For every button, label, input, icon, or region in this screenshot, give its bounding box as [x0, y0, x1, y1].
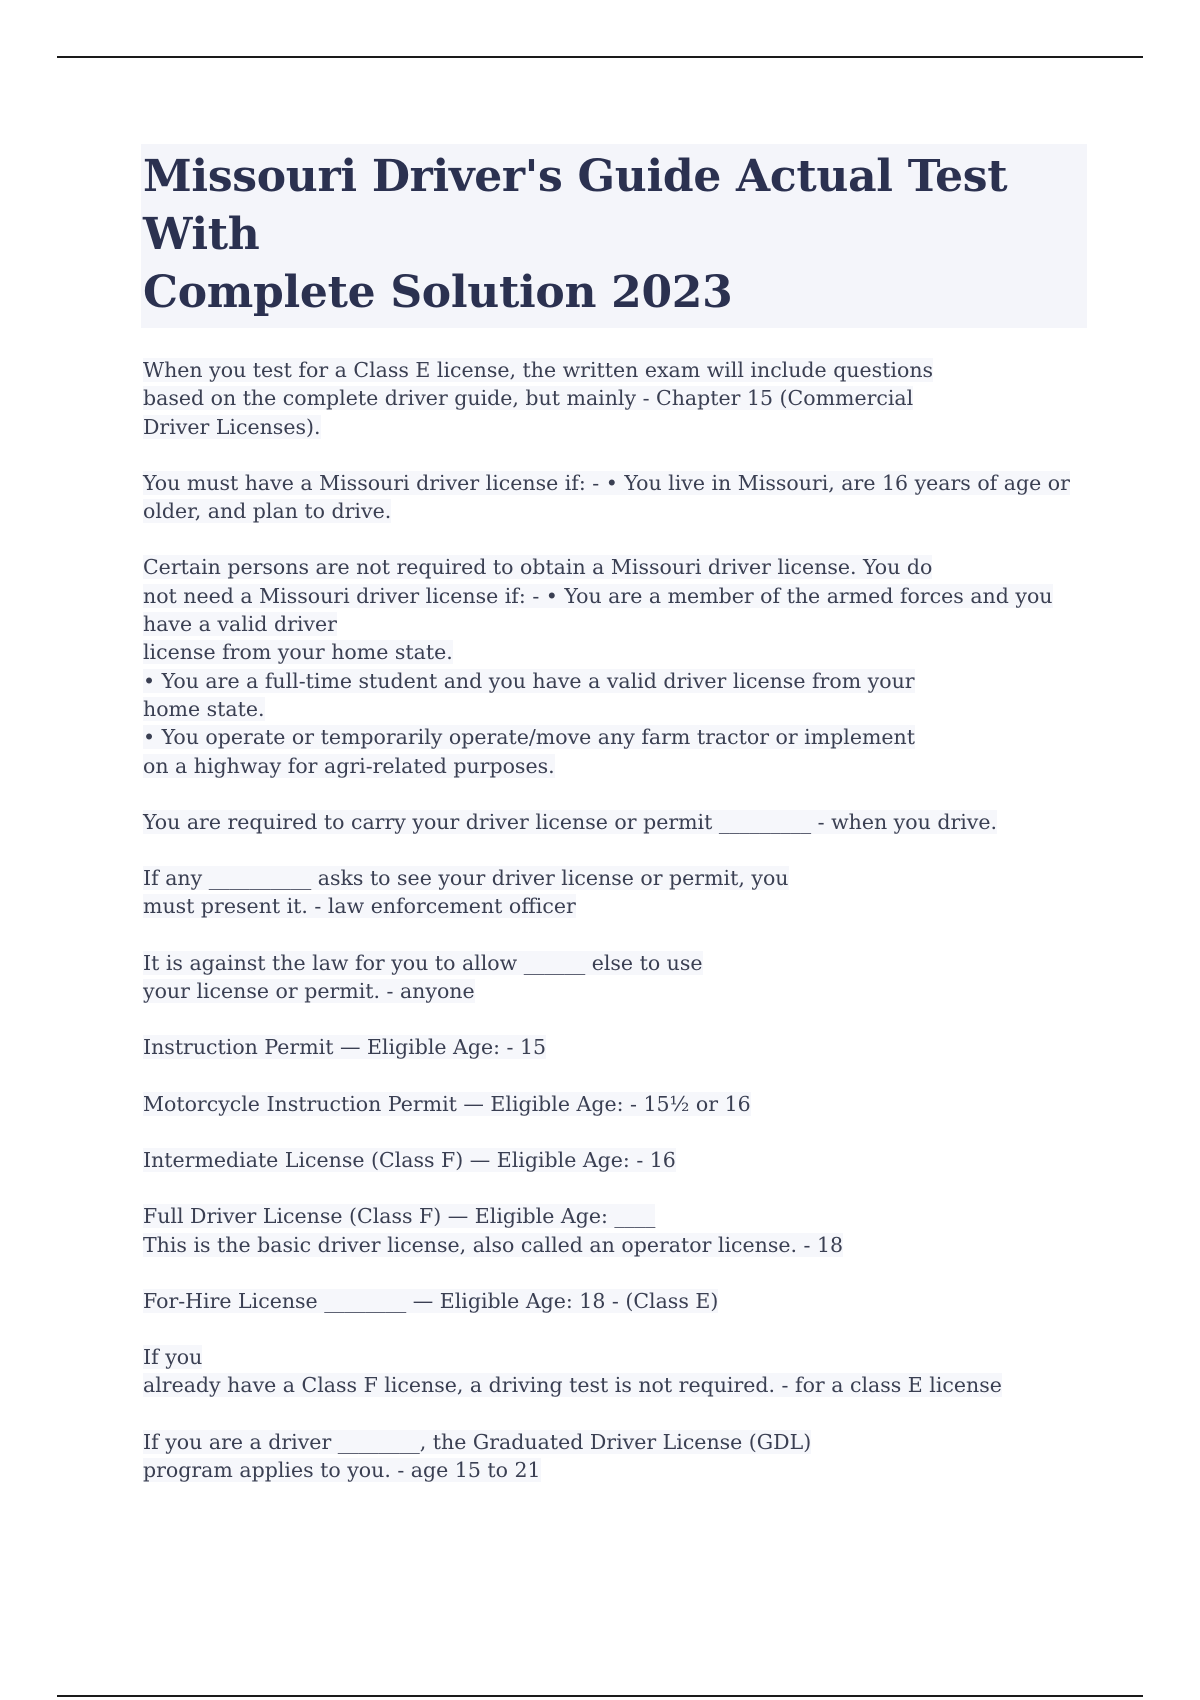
qa-line-text: based on the complete driver guide, but mainly - Chapter 15 (Commercial	[143, 386, 914, 411]
qa-item	[143, 553, 1093, 779]
qa-line-text: • You operate or temporarily operate/move any farm tractor or implement	[143, 725, 915, 750]
qa-line	[143, 1456, 1093, 1484]
qa-line	[143, 892, 1093, 920]
qa-line-text: not need a Missouri driver license if: - • You are a member of the armed forces and you	[143, 583, 1053, 608]
qa-line-text: have a valid driver	[143, 612, 337, 637]
qa-line-text: When you test for a Class E license, the written exam will include questions	[143, 358, 934, 382]
qa-line	[143, 413, 1093, 441]
qa-line	[143, 1231, 1093, 1259]
qa-line-text: your license or permit. - anyone	[143, 979, 475, 1004]
qa-list	[143, 356, 1093, 1484]
qa-item	[143, 949, 1093, 1006]
qa-item	[143, 808, 1093, 836]
qa-line	[143, 638, 1093, 666]
qa-line	[143, 1146, 1093, 1174]
qa-line-text: license from your home state.	[143, 640, 453, 665]
qa-line	[143, 1090, 1093, 1118]
document-title	[143, 148, 1081, 322]
qa-line	[143, 356, 1093, 384]
qa-item	[143, 469, 1093, 526]
qa-item	[143, 1090, 1093, 1118]
qa-item	[143, 356, 1093, 441]
qa-line-text: must present it. - law enforcement officer	[143, 894, 576, 919]
title-block	[141, 144, 1087, 328]
qa-line	[143, 582, 1093, 610]
qa-line	[143, 553, 1093, 581]
title-line: Complete Solution 2023	[143, 267, 733, 318]
qa-line	[143, 1343, 1093, 1371]
qa-line-text: • You are a full-time student and you have a valid driver license from your	[143, 668, 915, 693]
qa-line-text: Full Driver License (Class F) — Eligible Age: ____	[143, 1204, 656, 1229]
qa-line-text: Instruction Permit — Eligible Age: - 15	[143, 1035, 547, 1060]
qa-line-text: older, and plan to drive.	[143, 499, 392, 524]
qa-item	[143, 1343, 1093, 1400]
qa-line-text: Driver Licenses).	[143, 414, 321, 439]
qa-line-text: It is against the law for you to allow ______ else to use	[143, 950, 703, 975]
qa-line	[143, 667, 1093, 695]
qa-line	[143, 723, 1093, 751]
qa-line-text: Intermediate License (Class F) — Eligible Age: - 16	[143, 1147, 676, 1172]
qa-line	[143, 469, 1093, 497]
qa-line	[143, 1033, 1093, 1061]
qa-line-text: For-Hire License ________ — Eligible Age: 18 - (Class E)	[143, 1288, 719, 1313]
qa-line	[143, 977, 1093, 1005]
qa-line	[143, 949, 1093, 977]
qa-line-text: If you are a driver ________, the Graduated Driver License (GDL)	[143, 1429, 812, 1454]
qa-line-text: home state.	[143, 696, 265, 721]
qa-line	[143, 497, 1093, 525]
qa-line	[143, 1202, 1093, 1230]
qa-line-text: Motorcycle Instruction Permit — Eligible Age: - 15½ or 16	[143, 1091, 751, 1116]
qa-line-text: program applies to you. - age 15 to 21	[143, 1458, 541, 1483]
qa-line	[143, 864, 1093, 892]
title-line: Missouri Driver's Guide Actual Test With	[143, 151, 1008, 260]
qa-line	[143, 695, 1093, 723]
qa-line	[143, 384, 1093, 412]
qa-line	[143, 1287, 1093, 1315]
qa-line	[143, 752, 1093, 780]
top-rule	[57, 56, 1143, 58]
qa-line-text: already have a Class F license, a driving test is not required. - for a class E license	[143, 1373, 1002, 1398]
qa-line-text: If any __________ asks to see your driver license or permit, you	[143, 866, 789, 891]
qa-line-text: You are required to carry your driver license or permit _________ - when you drive.	[143, 809, 998, 834]
qa-item	[143, 864, 1093, 921]
qa-line	[143, 610, 1093, 638]
qa-item	[143, 1146, 1093, 1174]
qa-item	[143, 1428, 1093, 1485]
qa-line-text: This is the basic driver license, also called an operator license. - 18	[143, 1232, 844, 1257]
qa-line-text: Certain persons are not required to obtain a Missouri driver license. You do	[143, 555, 933, 580]
qa-line-text: If you	[143, 1345, 203, 1370]
qa-line-text: on a highway for agri-related purposes.	[143, 753, 555, 778]
qa-line	[143, 1428, 1093, 1456]
qa-item	[143, 1202, 1093, 1259]
qa-item	[143, 1033, 1093, 1061]
qa-line	[143, 808, 1093, 836]
bottom-rule	[57, 1695, 1143, 1697]
qa-line-text: You must have a Missouri driver license if: - • You live in Missouri, are 16 years of age or	[143, 470, 1070, 495]
qa-line	[143, 1371, 1093, 1399]
qa-item	[143, 1287, 1093, 1315]
document-body	[143, 144, 1093, 1512]
